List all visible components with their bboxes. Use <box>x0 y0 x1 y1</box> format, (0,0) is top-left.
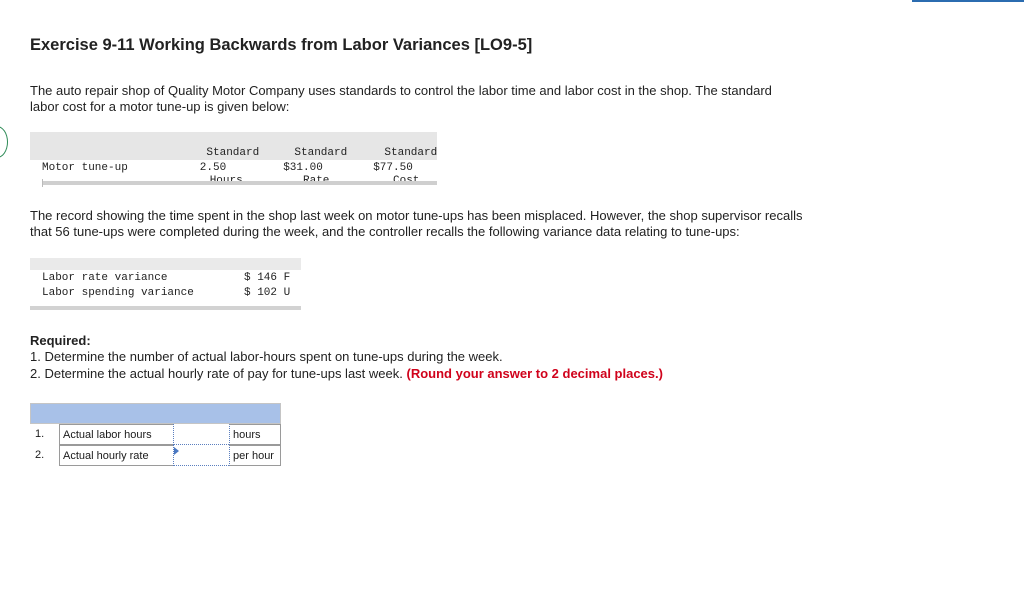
intro-paragraph <box>30 83 900 115</box>
standard-rate-value: $31.00 <box>283 162 323 174</box>
answer-row-2 <box>30 445 281 466</box>
intro-line-2: labor cost for a motor tune-up is given below: <box>30 99 290 114</box>
record-paragraph <box>30 208 900 240</box>
answer-row-2-label: Actual hourly rate <box>59 445 202 466</box>
actual-labor-hours-input[interactable] <box>173 424 229 445</box>
answer-row-1-unit: hours <box>229 424 281 445</box>
answer-row-1-label: Actual labor hours <box>59 424 202 445</box>
rounding-note: (Round your answer to 2 decimal places.) <box>406 366 663 381</box>
labor-spending-variance-value: $ 102 U <box>244 287 291 299</box>
labor-spending-variance-label: Labor spending variance <box>42 287 194 299</box>
actual-hourly-rate-input[interactable] <box>173 445 229 466</box>
standard-cost-table <box>30 132 437 186</box>
row-label-motor-tune-up: Motor tune-up <box>42 162 128 174</box>
table-bottom-rule-tick <box>42 179 43 187</box>
input-pointer-icon <box>174 447 179 455</box>
variance-bottom-rule <box>30 306 301 310</box>
answer-row-1-number: 1. <box>35 428 45 440</box>
answer-row-1 <box>30 424 281 445</box>
top-accent-bar <box>912 0 1024 2</box>
standard-hours-value: 2.50 <box>199 162 227 174</box>
table-bottom-rule <box>42 181 437 185</box>
required-item-1: 1. Determine the number of actual labor-hours spent on tune-ups during the week. <box>30 349 503 364</box>
column-header-rate-line1: Standard <box>294 147 348 159</box>
required-item-2-text: 2. Determine the actual hourly rate of pay for tune-ups last week. <box>30 366 403 381</box>
left-edge-indicator <box>0 126 8 158</box>
required-heading: Required: <box>30 333 91 348</box>
page-title: Exercise 9-11 Working Backwards from Labor Variances [LO9-5] <box>30 36 533 54</box>
column-header-hours-line1: Standard <box>206 147 260 159</box>
labor-rate-variance-value: $ 146 F <box>244 272 291 284</box>
intro-line-1: The auto repair shop of Quality Motor Company uses standards to control the labor time and labor cost in the shop. The standard <box>30 83 772 98</box>
column-header-cost-line1: Standard <box>384 147 438 159</box>
required-item-2 <box>30 366 663 381</box>
labor-rate-variance-label: Labor rate variance <box>42 272 168 284</box>
answer-row-2-number: 2. <box>35 449 45 461</box>
answer-table-header <box>30 403 281 424</box>
variance-table-header-band <box>30 258 301 270</box>
answer-row-2-unit: per hour <box>229 445 281 466</box>
standard-cost-value: $77.50 <box>373 162 413 174</box>
variance-table <box>30 258 301 312</box>
record-line-1: The record showing the time spent in the shop last week on motor tune-ups has been misplaced. However, the shop supervisor recalls <box>30 208 803 223</box>
record-line-2: that 56 tune-ups were completed during the week, and the controller recalls the following variance data relating to tune-ups: <box>30 224 740 239</box>
